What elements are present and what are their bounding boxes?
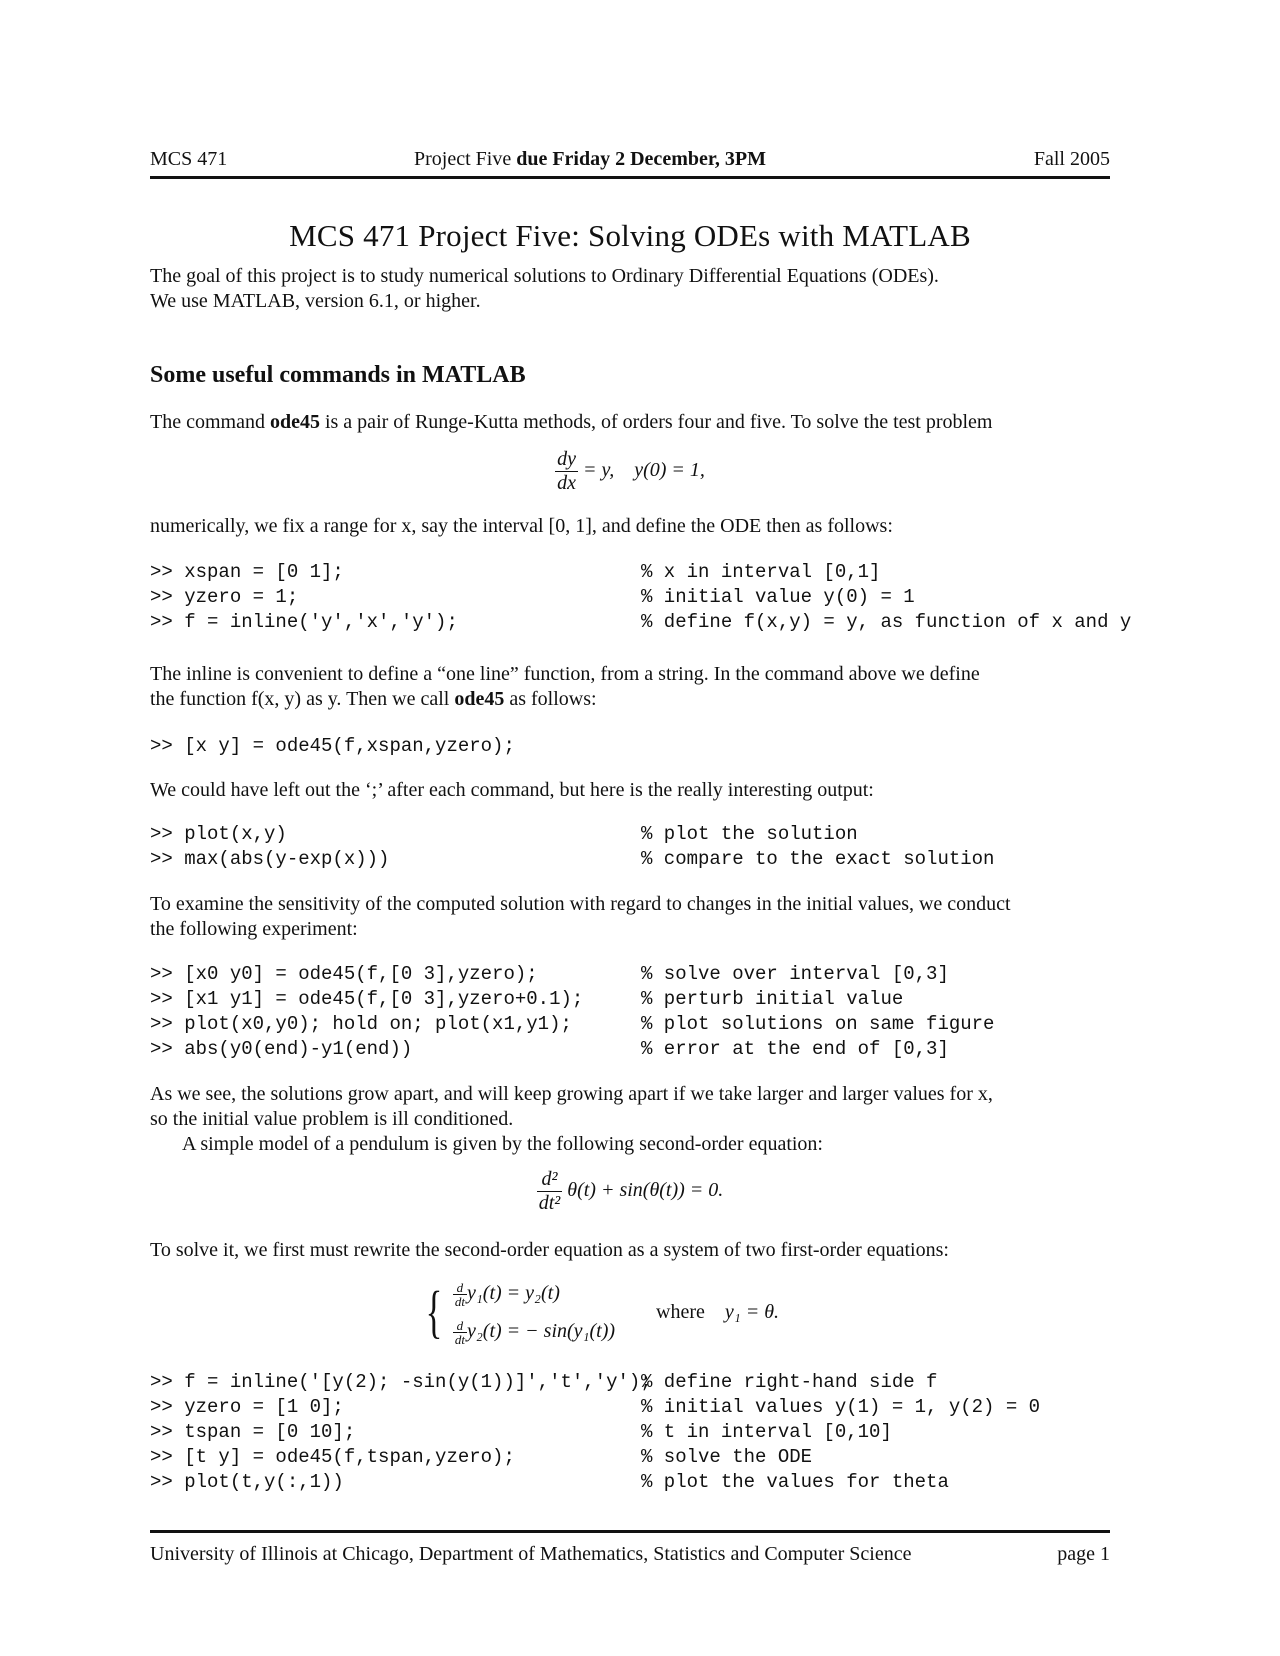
paragraph-output: We could have left out the ‘;’ after each command, but here is the really interesting output: <box>150 779 874 801</box>
derivative-den: dt <box>454 1293 465 1309</box>
code-comment: % compare to the exact solution <box>641 848 995 870</box>
page-footer <box>150 1530 1110 1565</box>
code-command: >> f = inline('y','x','y'); <box>150 611 458 633</box>
equation-rhs: = y, y(0) = 1, <box>582 459 705 482</box>
equation-rhs: θ(t) + sin(θ(t)) = 0. <box>567 1179 724 1202</box>
system-row-2-text: y₂(t) = − sin(y₁(t)) <box>466 1320 616 1342</box>
code-command: >> yzero = [1 0]; <box>150 1396 344 1418</box>
project-label: Project Five <box>414 148 512 170</box>
ode45-command: ode45 <box>454 688 505 710</box>
code-comment: % initial value y(0) = 1 <box>641 586 915 608</box>
where-condition: y₁ = θ. <box>724 1300 780 1323</box>
paragraph-sensitivity <box>150 892 1110 942</box>
footer-institution: University of Illinois at Chicago, Department of Mathematics, Statistics and Computer Science <box>150 1543 912 1565</box>
code-command: >> plot(t,y(:,1)) <box>150 1471 344 1493</box>
p5-line-2: the following experiment: <box>150 918 358 940</box>
left-brace-icon: { <box>425 1279 443 1344</box>
code-command: >> abs(y0(end)-y1(end)) <box>150 1038 413 1060</box>
derivative-den: dt <box>454 1331 465 1347</box>
system-row-1 <box>453 1274 615 1312</box>
p6-line-1: As we see, the solutions grow apart, and will keep growing apart if we take larger and larger values for x, <box>150 1083 993 1105</box>
code-command: >> plot(x,y) <box>150 823 287 845</box>
term-label: Fall 2005 <box>1033 148 1110 170</box>
equation-test-problem <box>150 448 1110 495</box>
p1-before: The command <box>150 411 265 433</box>
code-command: >> [x0 y0] = ode45(f,[0 3],yzero); <box>150 963 538 985</box>
fraction-numerator: d² <box>537 1168 563 1192</box>
paragraph-rewrite: To solve it, we first must rewrite the second-order equation as a system of two first-order equations: <box>150 1239 949 1261</box>
code-command: >> plot(x0,y0); hold on; plot(x1,y1); <box>150 1013 572 1035</box>
code-command: >> tspan = [0 10]; <box>150 1421 356 1443</box>
fraction-numerator: dy <box>557 448 576 470</box>
fraction-d2-dt2 <box>537 1168 563 1215</box>
due-date: due Friday 2 December, 3PM <box>516 148 766 170</box>
course-label: MCS 471 <box>150 148 228 170</box>
page-title: MCS 471 Project Five: Solving ODEs with MATLAB <box>289 218 971 253</box>
code-comment: % perturb initial value <box>641 988 904 1010</box>
paragraph-inline <box>150 662 1110 712</box>
code-command: >> [x1 y1] = ode45(f,[0 3],yzero+0.1); <box>150 988 584 1010</box>
code-comment: % plot the values for theta <box>641 1471 949 1493</box>
paragraph-ode45 <box>150 410 1110 435</box>
p3-line-2-before: the function f(x, y) as y. Then we call <box>150 688 450 710</box>
system-where <box>656 1301 779 1324</box>
ode45-command: ode45 <box>269 411 320 433</box>
intro-paragraph <box>150 264 1110 314</box>
code-comment: % solve the ODE <box>641 1446 813 1468</box>
code-command: >> f = inline('[y(2); -sin(y(1))]','t','y'); <box>150 1371 652 1393</box>
paragraph-range: numerically, we fix a range for x, say the interval [0, 1], and define the ODE then as follows: <box>150 515 893 537</box>
paragraph-pendulum <box>150 1082 1110 1157</box>
code-comment: % define f(x,y) = y, as function of x and y <box>641 611 1132 633</box>
p1-after: is a pair of Runge-Kutta methods, of orders four and five. To solve the test problem <box>324 411 993 433</box>
section-heading: Some useful commands in MATLAB <box>150 362 526 388</box>
code-command: >> max(abs(y-exp(x))) <box>150 848 390 870</box>
code-comment: % plot the solution <box>641 823 858 845</box>
page-number: page 1 <box>1057 1543 1110 1565</box>
code-command: >> [x y] = ode45(f,xspan,yzero); <box>150 735 515 757</box>
code-comment: % define right-hand side f <box>641 1371 938 1393</box>
code-command: >> xspan = [0 1]; <box>150 561 344 583</box>
p3-line-1: The inline is convenient to define a “one line” function, from a string. In the command above we define <box>150 663 980 685</box>
p3-line-2 <box>150 687 1110 712</box>
system-row-2 <box>453 1312 615 1350</box>
p6-line-2: so the initial value problem is ill conditioned. <box>150 1108 514 1130</box>
where-label: where <box>656 1300 705 1323</box>
p3-line-2-after: as follows: <box>509 688 597 710</box>
code-comment: % t in interval [0,10] <box>641 1421 892 1443</box>
due-line <box>414 148 766 171</box>
derivative-num: d <box>453 1281 467 1295</box>
code-comment: % solve over interval [0,3] <box>641 963 949 985</box>
equation-pendulum <box>150 1168 1110 1215</box>
fraction-dy-dx <box>555 448 578 495</box>
fraction-denominator: dt² <box>538 1192 561 1214</box>
fraction-denominator: dx <box>557 472 576 494</box>
code-comment: % plot solutions on same figure <box>641 1013 995 1035</box>
code-comment: % error at the end of [0,3] <box>641 1038 949 1060</box>
p5-line-1: To examine the sensitivity of the computed solution with regard to changes in the initial values, we conduct <box>150 893 1011 915</box>
system-rows <box>453 1274 615 1350</box>
system-row-1-text: y₁(t) = y₂(t) <box>466 1282 560 1304</box>
code-comment: % initial values y(1) = 1, y(2) = 0 <box>641 1396 1041 1418</box>
code-command: >> yzero = 1; <box>150 586 299 608</box>
p6-line-3: A simple model of a pendulum is given by the following second-order equation: <box>182 1133 823 1155</box>
derivative-num: d <box>453 1319 467 1333</box>
page-header <box>150 148 1110 179</box>
equation-system <box>420 1274 779 1350</box>
intro-line-1: The goal of this project is to study numerical solutions to Ordinary Differential Equations (ODEs). <box>150 265 939 287</box>
code-comment: % x in interval [0,1] <box>641 561 881 583</box>
code-command: >> [t y] = ode45(f,tspan,yzero); <box>150 1446 515 1468</box>
intro-line-2: We use MATLAB, version 6.1, or higher. <box>150 290 481 312</box>
